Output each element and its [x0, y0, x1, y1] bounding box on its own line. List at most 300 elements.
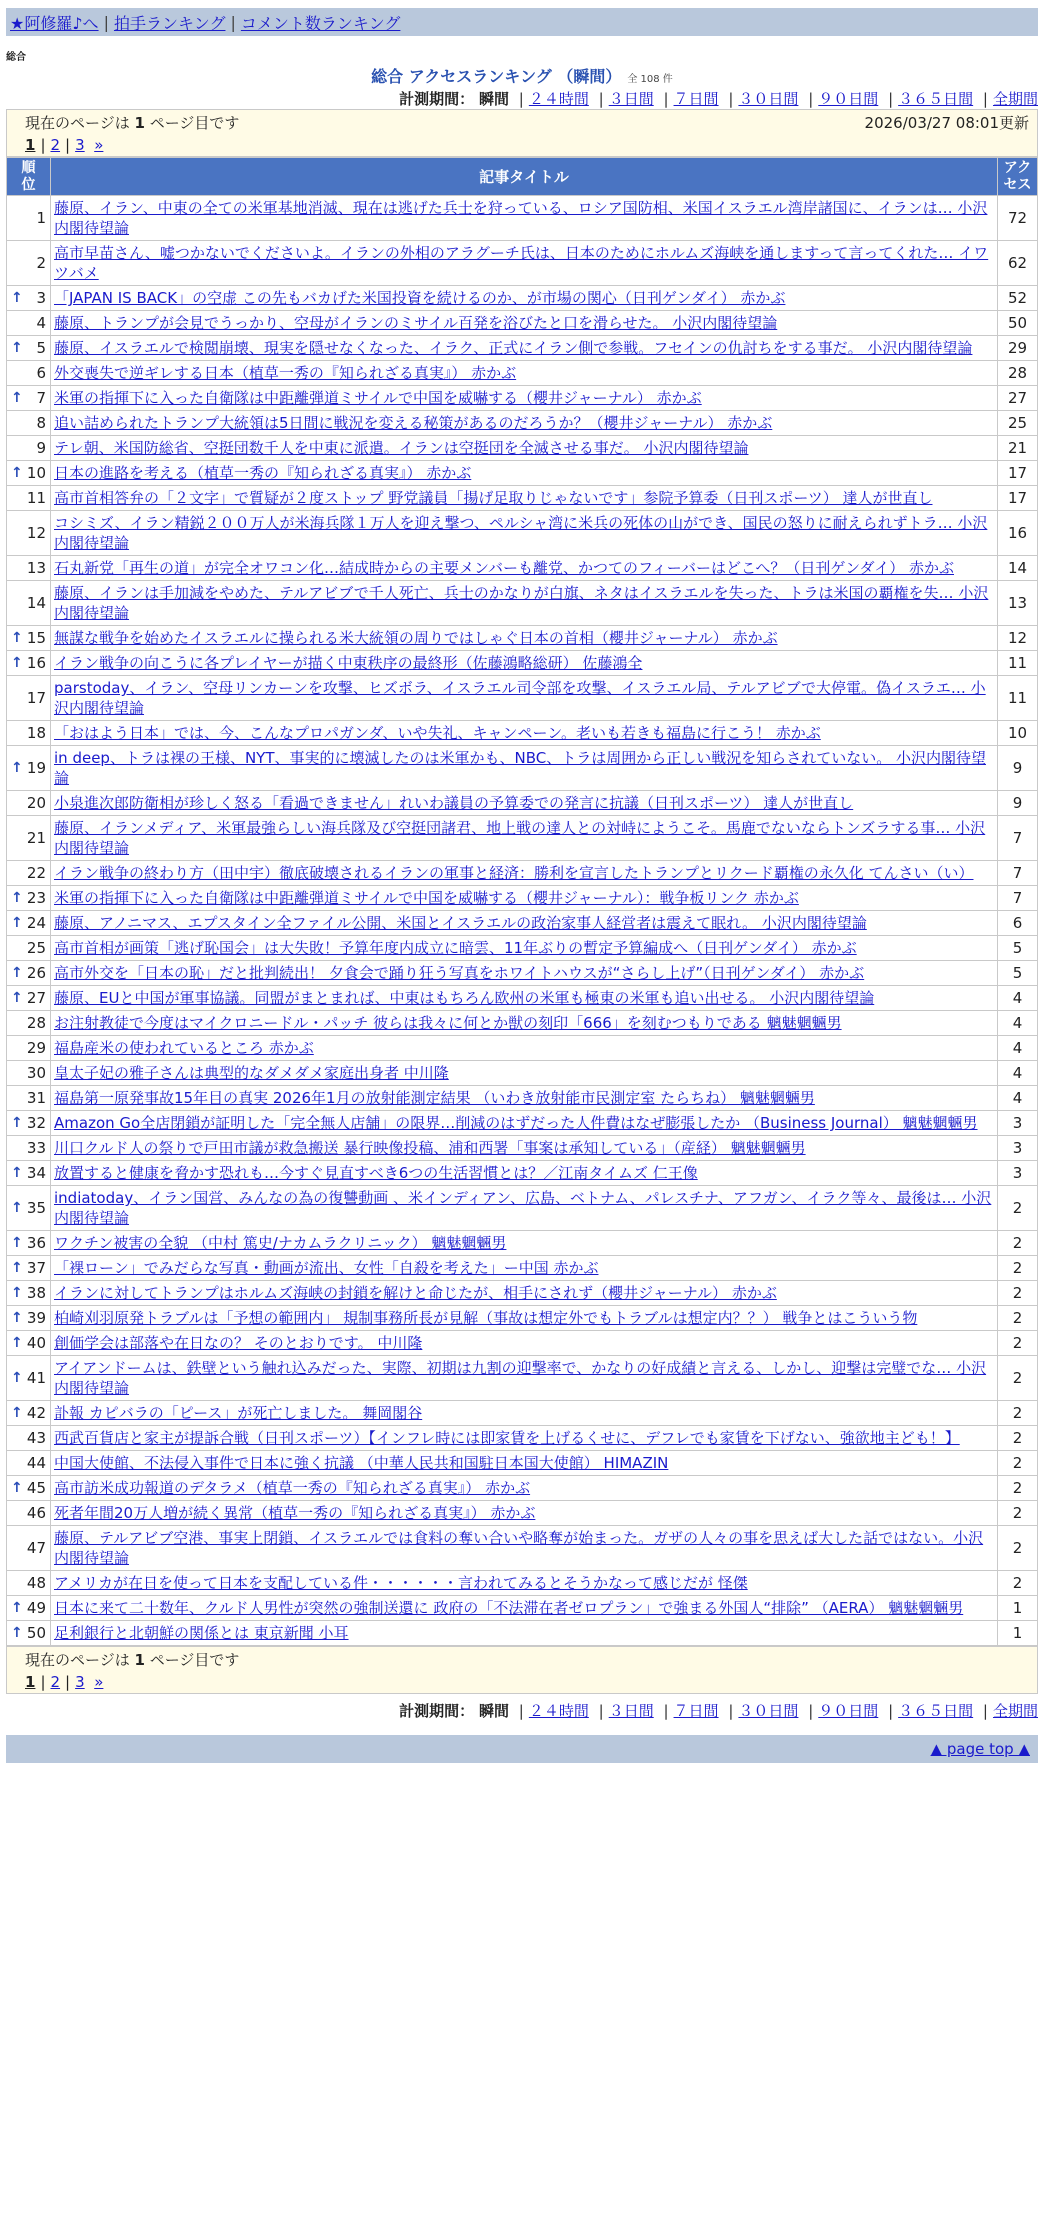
article-link[interactable]: 無謀な戦争を始めたイスラエルに操られる米大統領の周りではしゃぐ日本の首相（櫻井ジャーナル） 赤かぶ: [54, 629, 778, 647]
table-row: [7, 411, 1038, 436]
article-link[interactable]: 川口クルド人の祭りで戸田市議が救急搬送 暴行映像投稿、浦和西署「事案は承知している」（産経） 魑魅魍魎男: [54, 1139, 806, 1157]
title-cell: [51, 791, 998, 816]
article-link[interactable]: 藤原、イスラエルで検閲崩壊、現実を隠せなくなった、イラク、正式にイラン側で参戦。フセインの仇討ちをする事だ。 小沢内閣待望論: [54, 339, 973, 357]
pager-bottom: [6, 1646, 1038, 1694]
access-count: 7: [998, 886, 1038, 911]
up-arrow-icon: ↑: [11, 1405, 23, 1421]
period-separator: |: [518, 1702, 524, 1720]
title-cell: [51, 1011, 998, 1036]
period-30d-link[interactable]: ３０日間: [738, 90, 799, 108]
table-row: [7, 1186, 1038, 1231]
nav-separator: |: [103, 12, 109, 32]
home-link[interactable]: ★阿修羅♪へ: [10, 13, 99, 33]
article-link[interactable]: 福島産米の使われているところ 赤かぶ: [54, 1039, 314, 1057]
title-cell: [51, 1231, 998, 1256]
table-row: [7, 1621, 1038, 1646]
page-status: [25, 1649, 239, 1670]
rank-cell: [7, 626, 51, 651]
total-count: 全 108 件: [627, 74, 673, 85]
access-count: 12: [998, 626, 1038, 651]
article-link[interactable]: 放置すると健康を脅かす恐れも…今すぐ見直すべき6つの生活習慣とは？／江南タイムズ 仁王像: [54, 1164, 698, 1182]
title-cell: [51, 436, 998, 461]
article-link[interactable]: 藤原、イラン、中東の全ての米軍基地消滅、現在は逃げた兵士を狩っている、ロシア国防相、米国イスラエル湾岸諸国に、イランは… 小沢内閣待望論: [54, 199, 988, 237]
title-cell: [51, 1086, 998, 1111]
ranking-table: [6, 157, 1038, 1646]
period-365d-link[interactable]: ３６５日間: [898, 1702, 974, 1720]
article-link[interactable]: 藤原、アノニマス、エプスタイン全ファイル公開、米国とイスラエルの政治家事人経営者は震えて眠れ。 小沢内閣待望論: [54, 914, 867, 932]
rank-cell: [7, 1036, 51, 1061]
article-link[interactable]: 「おはよう日本」では、今、こんなプロパガンダ、いや失礼、キャンペーン。老いも若きも福島に行こう！ 赤かぶ: [54, 724, 821, 742]
access-count: 7: [998, 816, 1038, 861]
up-arrow-icon: ↑: [11, 1600, 23, 1616]
ranking-title: [6, 64, 1038, 87]
access-count: 4: [998, 1061, 1038, 1086]
access-count: 1: [998, 1596, 1038, 1621]
rank-header: [7, 158, 51, 196]
period-separator: |: [888, 1702, 894, 1720]
rank-number: 2: [36, 254, 46, 272]
access-count: 27: [998, 386, 1038, 411]
access-count: 25: [998, 411, 1038, 436]
up-arrow-icon: ↑: [11, 990, 23, 1006]
rank-cell: [7, 1061, 51, 1086]
access-count: 17: [998, 461, 1038, 486]
rank-cell: [7, 861, 51, 886]
page-status: [25, 112, 239, 133]
article-link[interactable]: 柏崎刈羽原発トラブルは「予想の範囲内」 規制事務所長が見解（事故は想定外でもトラブルは想定内？？） 戦争とはこういう物: [54, 1309, 918, 1327]
table-row: [7, 1331, 1038, 1356]
article-link[interactable]: 高市早苗さん、嘘つかないでくださいよ。イランの外相のアラグーチ氏は、日本のためにホルムズ海峡を通しますって言ってくれた… イワツバメ: [54, 244, 989, 282]
page-3-link[interactable]: 3: [75, 136, 85, 154]
page: [6, 8, 1038, 1763]
rank-cell: [7, 461, 51, 486]
rank-number: 33: [26, 1139, 46, 1157]
table-row: [7, 746, 1038, 791]
access-count: 2: [998, 1281, 1038, 1306]
page-3-link[interactable]: 3: [75, 1673, 85, 1691]
article-link[interactable]: アメリカが在日を使って日本を支配している件・・・・・・言われてみるとそうかなって感じだが 怪傑: [54, 1574, 748, 1592]
rank-number: 28: [26, 1014, 46, 1032]
title-cell: [51, 241, 998, 286]
rank-number: 4: [36, 314, 46, 332]
title-cell: [51, 311, 998, 336]
access-count: 13: [998, 581, 1038, 626]
rank-number: 31: [26, 1089, 46, 1107]
clap-ranking-link[interactable]: 拍手ランキング: [113, 13, 226, 33]
rank-cell: [7, 911, 51, 936]
title-cell: [51, 361, 998, 386]
ranking-title-text: 総合 アクセスランキング （瞬間）: [371, 67, 622, 86]
article-link[interactable]: 米軍の指揮下に入った自衛隊は中距離弾道ミサイルで中国を威嚇する（櫻井ジャーナル）：戦争板リンク 赤かぶ: [54, 889, 799, 907]
up-arrow-icon: ↑: [11, 290, 23, 306]
next-page-link[interactable]: »: [94, 1673, 104, 1691]
up-arrow-icon: ↑: [11, 465, 23, 481]
rank-number: 8: [36, 414, 46, 432]
period-3d-link[interactable]: ３日間: [608, 1702, 654, 1720]
table-row: [7, 1426, 1038, 1451]
table-row: [7, 861, 1038, 886]
title-cell: [51, 1356, 998, 1401]
access-count: 62: [998, 241, 1038, 286]
title-cell: [51, 1526, 998, 1571]
article-link[interactable]: お注射教徒で今度はマイクロニードル・パッチ 彼らは我々に何とか獣の刻印「666」を刻むつもりである 魑魅魍魎男: [54, 1014, 842, 1032]
up-arrow-icon: ↑: [11, 760, 23, 776]
rank-number: 19: [26, 759, 46, 777]
table-row: [7, 1356, 1038, 1401]
table-row: [7, 791, 1038, 816]
table-row: [7, 936, 1038, 961]
article-link[interactable]: parstoday、イラン、空母リンカーンを攻撃、ヒズボラ、イスラエル司令部を攻撃、イスラエル局、テルアビブで大停電。偽イスラエ… 小沢内閣待望論: [54, 679, 986, 717]
rank-cell: [7, 581, 51, 626]
table-row: [7, 461, 1038, 486]
pager-top: [6, 109, 1038, 157]
page-status-number: 1: [134, 1651, 145, 1669]
rank-number: 43: [26, 1429, 46, 1447]
title-cell: [51, 1331, 998, 1356]
article-link[interactable]: 藤原、イランは手加減をやめた、テルアビブで千人死亡、兵士のかなりが白旗、ネタはイスラエルを失った、トラは米国の覇権を失… 小沢内閣待望論: [54, 584, 989, 622]
rank-number: 5: [36, 339, 46, 357]
table-row: [7, 486, 1038, 511]
article-link[interactable]: イランに対してトランプはホルムズ海峡の封鎖を解けと命じたが、相手にされず（櫻井ジャーナル） 赤かぶ: [54, 1284, 777, 1302]
access-count: 4: [998, 986, 1038, 1011]
article-link[interactable]: 訃報 カピバラの「ピース」が死亡しました。 舞岡閣谷: [54, 1404, 423, 1422]
next-page-link[interactable]: »: [94, 136, 104, 154]
title-cell: [51, 1571, 998, 1596]
rank-cell: [7, 1136, 51, 1161]
article-link[interactable]: 高市首相答弁の「２文字」で質疑が２度ストップ 野党議員「揚げ足取りじゃないです」参院予算委（日刊スポーツ） 達人が世直し: [54, 489, 933, 507]
title-cell: [51, 986, 998, 1011]
title-cell: [51, 746, 998, 791]
title-cell: [51, 1036, 998, 1061]
up-arrow-icon: ↑: [11, 1370, 23, 1386]
rank-number: 40: [26, 1334, 46, 1352]
title-cell: [51, 861, 998, 886]
article-link[interactable]: 足利銀行と北朝鮮の関係とは 東京新聞 小耳: [54, 1624, 349, 1642]
table-row: [7, 361, 1038, 386]
table-row: [7, 886, 1038, 911]
up-arrow-icon: ↑: [11, 340, 23, 356]
article-link[interactable]: イラン戦争の向こうに各プレイヤーが描く中東秩序の最終形（佐藤鴻略総研） 佐藤鴻全: [54, 654, 643, 672]
access-count: 2: [998, 1526, 1038, 1571]
table-row: [7, 1476, 1038, 1501]
table-row: [7, 1526, 1038, 1571]
up-arrow-icon: ↑: [11, 1165, 23, 1181]
access-count: 2: [998, 1501, 1038, 1526]
title-cell: [51, 1186, 998, 1231]
rank-number: 46: [26, 1504, 46, 1522]
period-7d-link[interactable]: ７日間: [673, 90, 719, 108]
article-link[interactable]: 米軍の指揮下に入った自衛隊は中距離弾道ミサイルで中国を威嚇する（櫻井ジャーナル） 赤かぶ: [54, 389, 702, 407]
table-row: [7, 961, 1038, 986]
period-all-link[interactable]: 全期間: [992, 90, 1038, 108]
period-separator: |: [518, 90, 524, 108]
article-link[interactable]: 西武百貨店と家主が提訴合戦（日刊スポーツ）【インフレ時には即家賃を上げるくせに、デフレでも家賃を下げない、強欲地主ども！】: [54, 1429, 960, 1447]
title-cell: [51, 1111, 998, 1136]
table-row: [7, 721, 1038, 746]
article-link[interactable]: 日本の進路を考える（植草一秀の『知られざる真実』） 赤かぶ: [54, 464, 472, 482]
period-all-link[interactable]: 全期間: [992, 1702, 1038, 1720]
rank-cell: [7, 1256, 51, 1281]
rank-number: 38: [26, 1284, 46, 1302]
up-arrow-icon: ↑: [11, 1200, 23, 1216]
table-row: [7, 386, 1038, 411]
article-link[interactable]: 高市首相が画策「逃げ恥国会」は大失敗！予算年度内成立に暗雲、11年ぶりの暫定予算編成へ（日刊ゲンダイ） 赤かぶ: [54, 939, 857, 957]
table-row: [7, 1011, 1038, 1036]
rank-number: 30: [26, 1064, 46, 1082]
access-count: 2: [998, 1401, 1038, 1426]
access-count: 2: [998, 1451, 1038, 1476]
rank-cell: [7, 1111, 51, 1136]
page-status-suffix: ページ目です: [149, 1651, 240, 1669]
article-link[interactable]: 皇太子妃の雅子さんは典型的なダメダメ家庭出身者 中川隆: [54, 1064, 449, 1082]
table-row: [7, 1256, 1038, 1281]
up-arrow-icon: ↑: [11, 655, 23, 671]
rank-number: 13: [26, 559, 46, 577]
article-link[interactable]: 石丸新党「再生の道」が完全オワコン化…結成時からの主要メンバーも離党、かつてのフィーバーはどこへ？（日刊ゲンダイ） 赤かぶ: [54, 559, 954, 577]
access-count: 50: [998, 311, 1038, 336]
table-row: [7, 1136, 1038, 1161]
rank-number: 24: [26, 914, 46, 932]
article-link[interactable]: テレ朝、米国防総省、空挺団数千人を中東に派遣。イランは空挺団を全滅させる事だ。 小沢内閣待望論: [54, 439, 749, 457]
access-count: 11: [998, 676, 1038, 721]
table-row: [7, 626, 1038, 651]
access-count: 2: [998, 1231, 1038, 1256]
access-count: 17: [998, 486, 1038, 511]
rank-cell: [7, 886, 51, 911]
period-365d-link[interactable]: ３６５日間: [898, 90, 974, 108]
page-current: 1: [25, 136, 36, 154]
title-cell: [51, 386, 998, 411]
article-link[interactable]: 「JAPAN IS BACK」の空虚 この先もバカげた米国投資を続けるのか、が市場の関心（日刊ゲンダイ） 赤かぶ: [54, 289, 786, 307]
period-current: 瞬間: [478, 90, 509, 108]
article-link[interactable]: 追い詰められたトランプ大統領は5日間に戦況を変える秘策があるのだろうか？（櫻井ジャーナル） 赤かぶ: [54, 414, 773, 432]
access-count: 9: [998, 746, 1038, 791]
up-arrow-icon: ↑: [11, 1115, 23, 1131]
title-cell: [51, 1401, 998, 1426]
title-cell: [51, 511, 998, 556]
title-cell: [51, 196, 998, 241]
page-top-link[interactable]: ▲ page top ▲: [930, 1740, 1030, 1758]
page-status-prefix: 現在のページは: [25, 114, 130, 132]
page-2-link[interactable]: 2: [50, 1673, 61, 1691]
ranking-body: [7, 196, 1038, 1646]
rank-number: 47: [26, 1539, 46, 1557]
article-link[interactable]: 藤原、テルアビブ空港、事実上閉鎖、イスラエルでは食料の奪い合いや略奪が始まった。ガザの人々の事を思えば大した話ではない。小沢内閣待望論: [54, 1529, 984, 1567]
rank-cell: [7, 1331, 51, 1356]
title-cell: [51, 1306, 998, 1331]
table-row: [7, 1111, 1038, 1136]
rank-cell: [7, 791, 51, 816]
table-row: [7, 196, 1038, 241]
rank-cell: [7, 721, 51, 746]
period-7d-link[interactable]: ７日間: [673, 1702, 719, 1720]
access-count: 2: [998, 1356, 1038, 1401]
table-row: [7, 1596, 1038, 1621]
access-count: 2: [998, 1331, 1038, 1356]
rank-number: 29: [26, 1039, 46, 1057]
period-24h-link[interactable]: ２４時間: [528, 1702, 589, 1720]
rank-cell: [7, 1501, 51, 1526]
access-count: 52: [998, 286, 1038, 311]
period-separator: |: [982, 1702, 988, 1720]
article-link[interactable]: 中国大使館、不法侵入事件で日本に強く抗議 （中華人民共和国駐日本国大使館） HIMAZIN: [54, 1454, 669, 1472]
rank-number: 32: [26, 1114, 46, 1132]
up-arrow-icon: ↑: [11, 1285, 23, 1301]
access-count: 2: [998, 1186, 1038, 1231]
article-link[interactable]: 福島第一原発事故15年目の真実 2026年1月の放射能測定結果 （いわき放射能市民測定室 たらちね） 魑魅魍魎男: [54, 1089, 815, 1107]
article-link[interactable]: indiatoday、イラン国営、みんなの為の復讐動画 、米インディアン、広島、ベトナム、パレスチナ、アフガン、イラク等々、最後は… 小沢内閣待望論: [54, 1189, 992, 1227]
page-separator: |: [40, 1673, 46, 1691]
article-link[interactable]: 創価学会は部落や在日なの？ そのとおりです。 中川隆: [54, 1334, 423, 1352]
title-header: 記事タイトル: [51, 158, 998, 196]
title-cell: [51, 1281, 998, 1306]
rank-cell: [7, 961, 51, 986]
title-cell: [51, 411, 998, 436]
table-row: [7, 816, 1038, 861]
access-count: 2: [998, 1571, 1038, 1596]
rank-number: 26: [26, 964, 46, 982]
rank-cell: [7, 241, 51, 286]
article-link[interactable]: イラン戦争の終わり方（田中宇）徹底破壊されるイランの軍事と経済：勝利を宣言したトランプとリクード覇権の永久化 てんさい（い）: [54, 864, 974, 882]
rank-cell: [7, 1186, 51, 1231]
table-row: [7, 241, 1038, 286]
rank-cell: [7, 556, 51, 581]
period-separator: |: [598, 1702, 604, 1720]
article-link[interactable]: 高市訪米成功報道のデタラメ（植草一秀の『知られざる真実』） 赤かぶ: [54, 1479, 531, 1497]
rank-number: 34: [26, 1164, 46, 1182]
rank-number: 18: [26, 724, 46, 742]
article-link[interactable]: ワクチン被害の全貌 （中村 篤史/ナカムラクリニック） 魑魅魍魎男: [54, 1234, 507, 1252]
rank-cell: [7, 1426, 51, 1451]
rank-number: 10: [26, 464, 46, 482]
article-link[interactable]: 藤原、EUと中国が軍事協議。同盟がまとまれば、中東はもちろん欧州の米軍も極東の米軍も追い出せる。 小沢内閣待望論: [54, 989, 875, 1007]
rank-cell: [7, 486, 51, 511]
count-header: [998, 158, 1038, 196]
rank-number: 16: [26, 654, 46, 672]
access-count: 14: [998, 556, 1038, 581]
rank-cell: [7, 1306, 51, 1331]
table-row: [7, 1161, 1038, 1186]
access-count: 9: [998, 791, 1038, 816]
table-row: [7, 581, 1038, 626]
access-count: 21: [998, 436, 1038, 461]
rank-number: 3: [36, 289, 46, 307]
rank-number: 49: [26, 1599, 46, 1617]
table-row: [7, 1086, 1038, 1111]
rank-number: 15: [26, 629, 46, 647]
period-separator: |: [728, 90, 734, 108]
article-link[interactable]: 高市外交を「日本の恥」だと批判続出！ 夕食会で踊り狂う写真をホワイトハウスが“さらし上げ”（日刊ゲンダイ） 赤かぶ: [54, 964, 865, 982]
up-arrow-icon: ↑: [11, 1310, 23, 1326]
period-separator: |: [598, 90, 604, 108]
rank-number: 37: [26, 1259, 46, 1277]
table-row: [7, 1036, 1038, 1061]
page-links: [25, 136, 1029, 154]
article-link[interactable]: 藤原、イランメディア、米軍最強らしい海兵隊及び空挺団諸君、地上戦の達人との対峙にようこそ。馬鹿でないならトンズラする事… 小沢内閣待望論: [54, 819, 986, 857]
article-link[interactable]: 死者年間20万人増が続く異常（植草一秀の『知られざる真実』） 赤かぶ: [54, 1504, 536, 1522]
table-row: [7, 1401, 1038, 1426]
title-cell: [51, 1426, 998, 1451]
period-30d-link[interactable]: ３０日間: [738, 1702, 799, 1720]
up-arrow-icon: ↑: [11, 1260, 23, 1276]
rank-cell: [7, 936, 51, 961]
period-90d-link[interactable]: ９０日間: [818, 90, 879, 108]
period-separator: |: [663, 1702, 669, 1720]
access-count: 4: [998, 1011, 1038, 1036]
title-cell: [51, 1476, 998, 1501]
table-row: [7, 286, 1038, 311]
title-cell: [51, 886, 998, 911]
comment-ranking-link[interactable]: コメント数ランキング: [240, 13, 401, 33]
rank-cell: [7, 386, 51, 411]
rank-cell: [7, 1281, 51, 1306]
rank-cell: [7, 1231, 51, 1256]
rank-cell: [7, 1621, 51, 1646]
access-count: 3: [998, 1136, 1038, 1161]
period-separator: |: [728, 1702, 734, 1720]
period-3d-link[interactable]: ３日間: [608, 90, 654, 108]
rank-cell: [7, 511, 51, 556]
page-links: [25, 1673, 1029, 1691]
nav-separator: |: [230, 12, 236, 32]
period-separator: |: [808, 90, 814, 108]
rank-cell: [7, 311, 51, 336]
rank-cell: [7, 746, 51, 791]
rank-number: 41: [26, 1369, 46, 1387]
table-row: [7, 556, 1038, 581]
table-row: [7, 1306, 1038, 1331]
title-cell: [51, 961, 998, 986]
rank-number: 50: [26, 1624, 46, 1642]
article-link[interactable]: 外交喪失で逆ギレする日本（植草一秀の『知られざる真実』） 赤かぶ: [54, 364, 517, 382]
article-link[interactable]: in deep、トラは裸の王様、NYT、事実的に壊滅したのは米軍かも、NBC、トラは周囲から正しい戦況を知らされていない。 小沢内閣待望論: [54, 749, 986, 787]
rank-number: 36: [26, 1234, 46, 1252]
period-24h-link[interactable]: ２４時間: [528, 90, 589, 108]
rank-cell: [7, 436, 51, 461]
up-arrow-icon: ↑: [11, 1625, 23, 1641]
rank-cell: [7, 1161, 51, 1186]
table-row: [7, 311, 1038, 336]
period-separator: |: [982, 90, 988, 108]
rank-cell: [7, 986, 51, 1011]
page-status-suffix: ページ目です: [149, 114, 240, 132]
article-link[interactable]: コシミズ、イラン精鋭２００万人が米海兵隊１万人を迎え撃つ、ペルシャ湾に米兵の死体の山ができ、国民の怒りに耐えられずトラ… 小沢内閣待望論: [54, 514, 988, 552]
rank-cell: [7, 1571, 51, 1596]
table-row: [7, 436, 1038, 461]
article-link[interactable]: 小泉進次郎防衛相が珍しく怒る「看過できません」れいわ議員の予算委での発言に抗議（日刊スポーツ） 達人が世直し: [54, 794, 854, 812]
page-status-prefix: 現在のページは: [25, 1651, 130, 1669]
rank-cell: [7, 816, 51, 861]
title-cell: [51, 676, 998, 721]
rank-cell: [7, 1596, 51, 1621]
title-cell: [51, 1621, 998, 1646]
page-2-link[interactable]: 2: [50, 136, 61, 154]
rank-number: 12: [26, 524, 46, 542]
rank-number: 11: [26, 489, 46, 507]
article-link[interactable]: 藤原、トランプが会見でうっかり、空母がイランのミサイル百発を浴びたと口を滑らせた。 小沢内閣待望論: [54, 314, 778, 332]
article-link[interactable]: 日本に来て二十数年、クルド人男性が突然の強制送還に 政府の「不法滞在者ゼロプラン」で強まる外国人“排除” （AERA） 魑魅魍魎男: [54, 1599, 964, 1617]
article-link[interactable]: 「裸ローン」でみだらな写真・動画が流出、女性「自殺を考えた」ー中国 赤かぶ: [54, 1259, 599, 1277]
table-row: [7, 1501, 1038, 1526]
access-count: 3: [998, 1111, 1038, 1136]
article-link[interactable]: アイアンドームは、鉄壁という触れ込みだった、実際、初期は九割の迎撃率で、かなりの好成績と言える、しかし、迎撃は完璧でな… 小沢内閣待望論: [54, 1359, 987, 1397]
period-90d-link[interactable]: ９０日間: [818, 1702, 879, 1720]
access-count: 16: [998, 511, 1038, 556]
access-count: 5: [998, 936, 1038, 961]
article-link[interactable]: Amazon Go全店閉鎖が証明した「完全無人店舗」の限界…削減のはずだった人件費はなぜ膨張したか （Business Journal） 魑魅魍魎男: [54, 1114, 978, 1132]
rank-number: 17: [26, 689, 46, 707]
up-arrow-icon: ↑: [11, 630, 23, 646]
